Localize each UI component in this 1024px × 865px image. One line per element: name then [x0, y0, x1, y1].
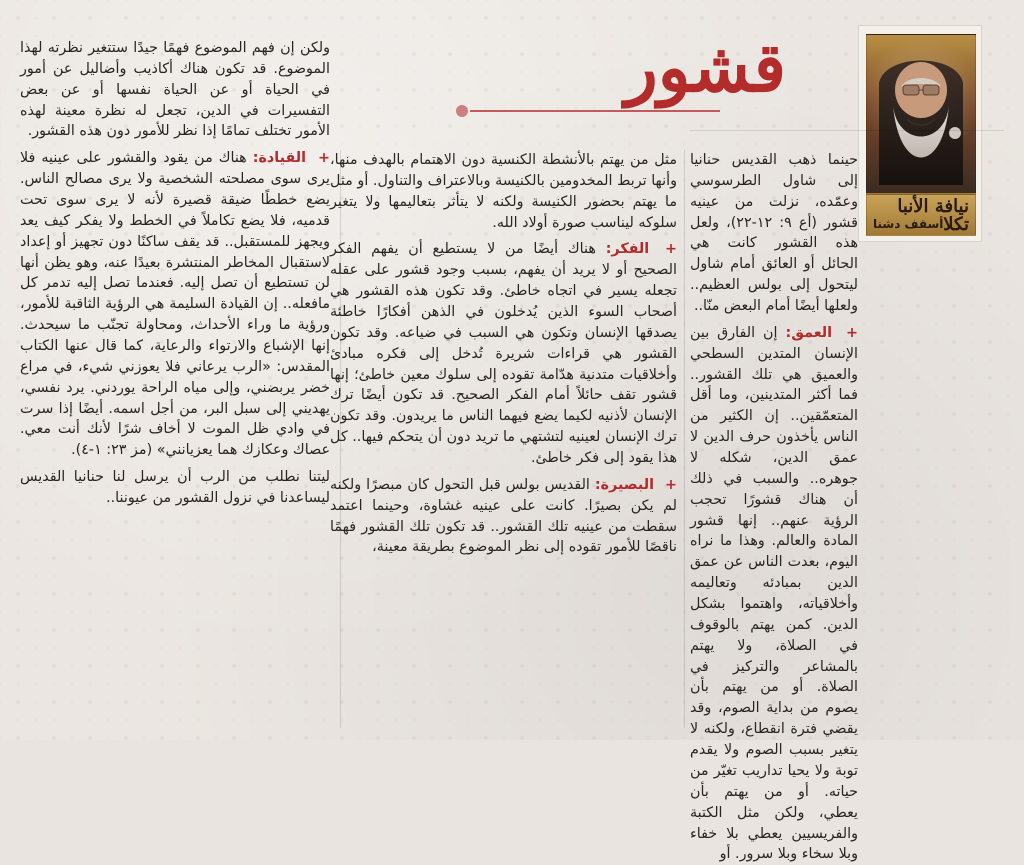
paragraph-text: إن الفارق بين الإنسان المتدين السطحي والعميق هي تلك القشور.. فما أكثر المتدينين، وما أقل المتعمّقين.. إن الكثير من الناس يأخذون حرف الدين لا عمق الدين، شكله لا جوهره.. والسبب في ذلك أن هناك قشورًا تحجب الرؤية عنهم.. إنها قشور المادة والعالم. وهذا ما نراه اليوم، بعدت الناس عن عمق الدين بمبادئه وتعاليمه وأخلاقياته، واهتموا بشكل الدين. كمن يهتم بالوقوف في الصلاة، ولا يهتم بالمشاعر والتركيز في الصلاة. أو من يهتم بأن يصوم من بداية الصوم، وقد يقضي فترة انقطاع، ولكنه لا يتغير بسبب الصوم ولا يقدم توبة ولا يحيا تداريب تغيّر من حياته. أو من يهتم بأن يعطي، ولكن مثل الكتبة والفريسيين يعطي بلا خفاء وبلا سخاء وبلا سرور. أو	[690, 324, 858, 863]
paragraph	[690, 323, 858, 865]
subheading: الفكر:	[605, 241, 650, 258]
section-divider	[690, 130, 1004, 131]
paragraph: مثل من يهتم بالأنشطة الكنسية دون الاهتمام بالهدف منها، وأنها تربط المخدومين بالكنيسة وبالاعتراف والتناول. أو مثل ما يهتم بحضور الكنيسة ولكنه لا يتأثر بتعاليمها ولا يتغير سلوكه ليناسب صورة أولاد الله.	[330, 152, 677, 231]
paragraph	[330, 239, 677, 468]
title-underline	[470, 110, 720, 112]
badge-title: نيافة الأنبا تكلا	[897, 196, 969, 235]
author-box	[858, 25, 982, 242]
plus-icon: +	[318, 150, 331, 167]
article-title	[430, 30, 810, 125]
subheading: البصيرة:	[594, 476, 655, 493]
column-middle	[330, 150, 677, 730]
column-divider-right	[684, 150, 685, 728]
paragraph	[330, 475, 677, 558]
portrait-illustration	[867, 35, 975, 193]
author-badge	[866, 194, 976, 236]
paragraph-text: هناك من يقود والقشور على عينيه فلا يرى سوى مصلحته الشخصية ولا يرى مصالح الناس. يضع خططًا ضيقة قصيرة لأنه لا يرى سوى تحت قدميه، فلا يضع تكاملاً في الخطط ولا يفكر كيف يعد ويجهز للمستقبل.. قد يقف ساكنًا دون تجهيز أو إعداد لاستقبال المخاطر المنتشرة بعيدًا عنه، وهو يظن أنها لن تستطيع أن تصل إليه. فعندما تصل إليه تدمر كل مافعله.. إن القيادة السليمة هي الرؤية الثاقبة للأمور، ورؤية ما وراء الأحداث، ومحاولة تجنّب ما سيحدث. إنها الإشباع والارتواء والرعاية، كما قال عنها الكتاب المقدس: «الرب يرعاني فلا يعوزني شيء، في مراع خضر يربضني، وإلى مياه الراحة يوردني. يرد نفسي، يهديني إلى سبل البر، من أجل اسمه. أيضًا إذا سرت في وادي ظل الموت لا أخاف شرًا لأنك أنت معي. عصاك وعكازك هما يعزيانني» (مز ٢٣: ١-٤).	[20, 150, 330, 459]
subheading: العمق:	[785, 324, 833, 341]
plus-icon: +	[665, 241, 677, 258]
plus-icon: +	[846, 324, 859, 341]
paragraph: ولكن إن فهم الموضوع فهمًا جيدًا ستتغير نظرته لهذا الموضوع. قد تكون هناك أكاذيب وأضاليل عن أمور في الحياة أو عن الحياة نفسها أو عن بعض التفسيرات في الدين، تجعل له نظرة معينة لهذه الأمور تختلف تمامًا إذا نظر للأمور دون هذه القشور.	[20, 40, 330, 140]
plus-icon: +	[665, 476, 678, 493]
author-portrait	[866, 34, 976, 194]
subheading: القيادة:	[252, 150, 307, 167]
column-right	[690, 150, 859, 863]
title-text: قشور	[624, 28, 786, 108]
paragraph: ليتنا نطلب من الرب أن يرسل لنا حنانيا القديس ليساعدنا في نزول القشور من عيوننا..	[20, 469, 330, 507]
paragraph: حينما ذهب القديس حنانيا إلى شاول الطرسوسي وعمّده، نزلت من عينيه قشور (أع ٩: ١٢-٢٢)، ولعل هذه القشور كانت هي الحائل أو العائق أمام شاول ليتحول إلى بولس العظيم.. ولعلها أيضًا أمام البعض منّا..	[690, 152, 858, 315]
badge-subtitle: أسقف دشنا	[873, 217, 944, 231]
paragraph	[20, 148, 330, 461]
paragraph-text: القديس بولس قبل التحول كان مبصرًا ولكنه لم يكن بصيرًا. كانت على عينيه غشاوة، وحينما اعتمد سقطت من عينيه تلك القشور.. قد تكون تلك القشور فهمًا ناقصًا للأمور تقوده إلى نظر الموضوع بطريقة معينة،	[330, 476, 677, 556]
paragraph-text: هناك أيضًا من لا يستطيع أن يفهم الفكر الصحيح أو لا يريد أن يفهم، بسبب وجود قشور على عقله تجعله يسير في اتجاه خاطئ. وقد تكون هذه القشور هي أصحاب السوء الذين يُدخلون في الذهن أفكارًا خاطئة يصدقها الإنسان وتكون هي السبب في ضياعه. وقد تكون القشور هي قراءات شريرة تُدخل إلى فكره مبادئ وأخلاقيات متدنية هدّامة تقوده إلى سلوك معين خاطئ؛ إنها قشور تقف حائلاً أمام الفكر الصحيح. قد تكون أيضًا ترك الإنسان لأذنيه لكيما يضع فيهما الناس ما يريدون. وقد تكون ترك الإنسان لعينيه لتشتهي ما تريد دون أن يتحكم فيها.. كل هذا يقود إلى فكر خاطئ.	[330, 241, 677, 467]
column-left	[20, 38, 330, 730]
